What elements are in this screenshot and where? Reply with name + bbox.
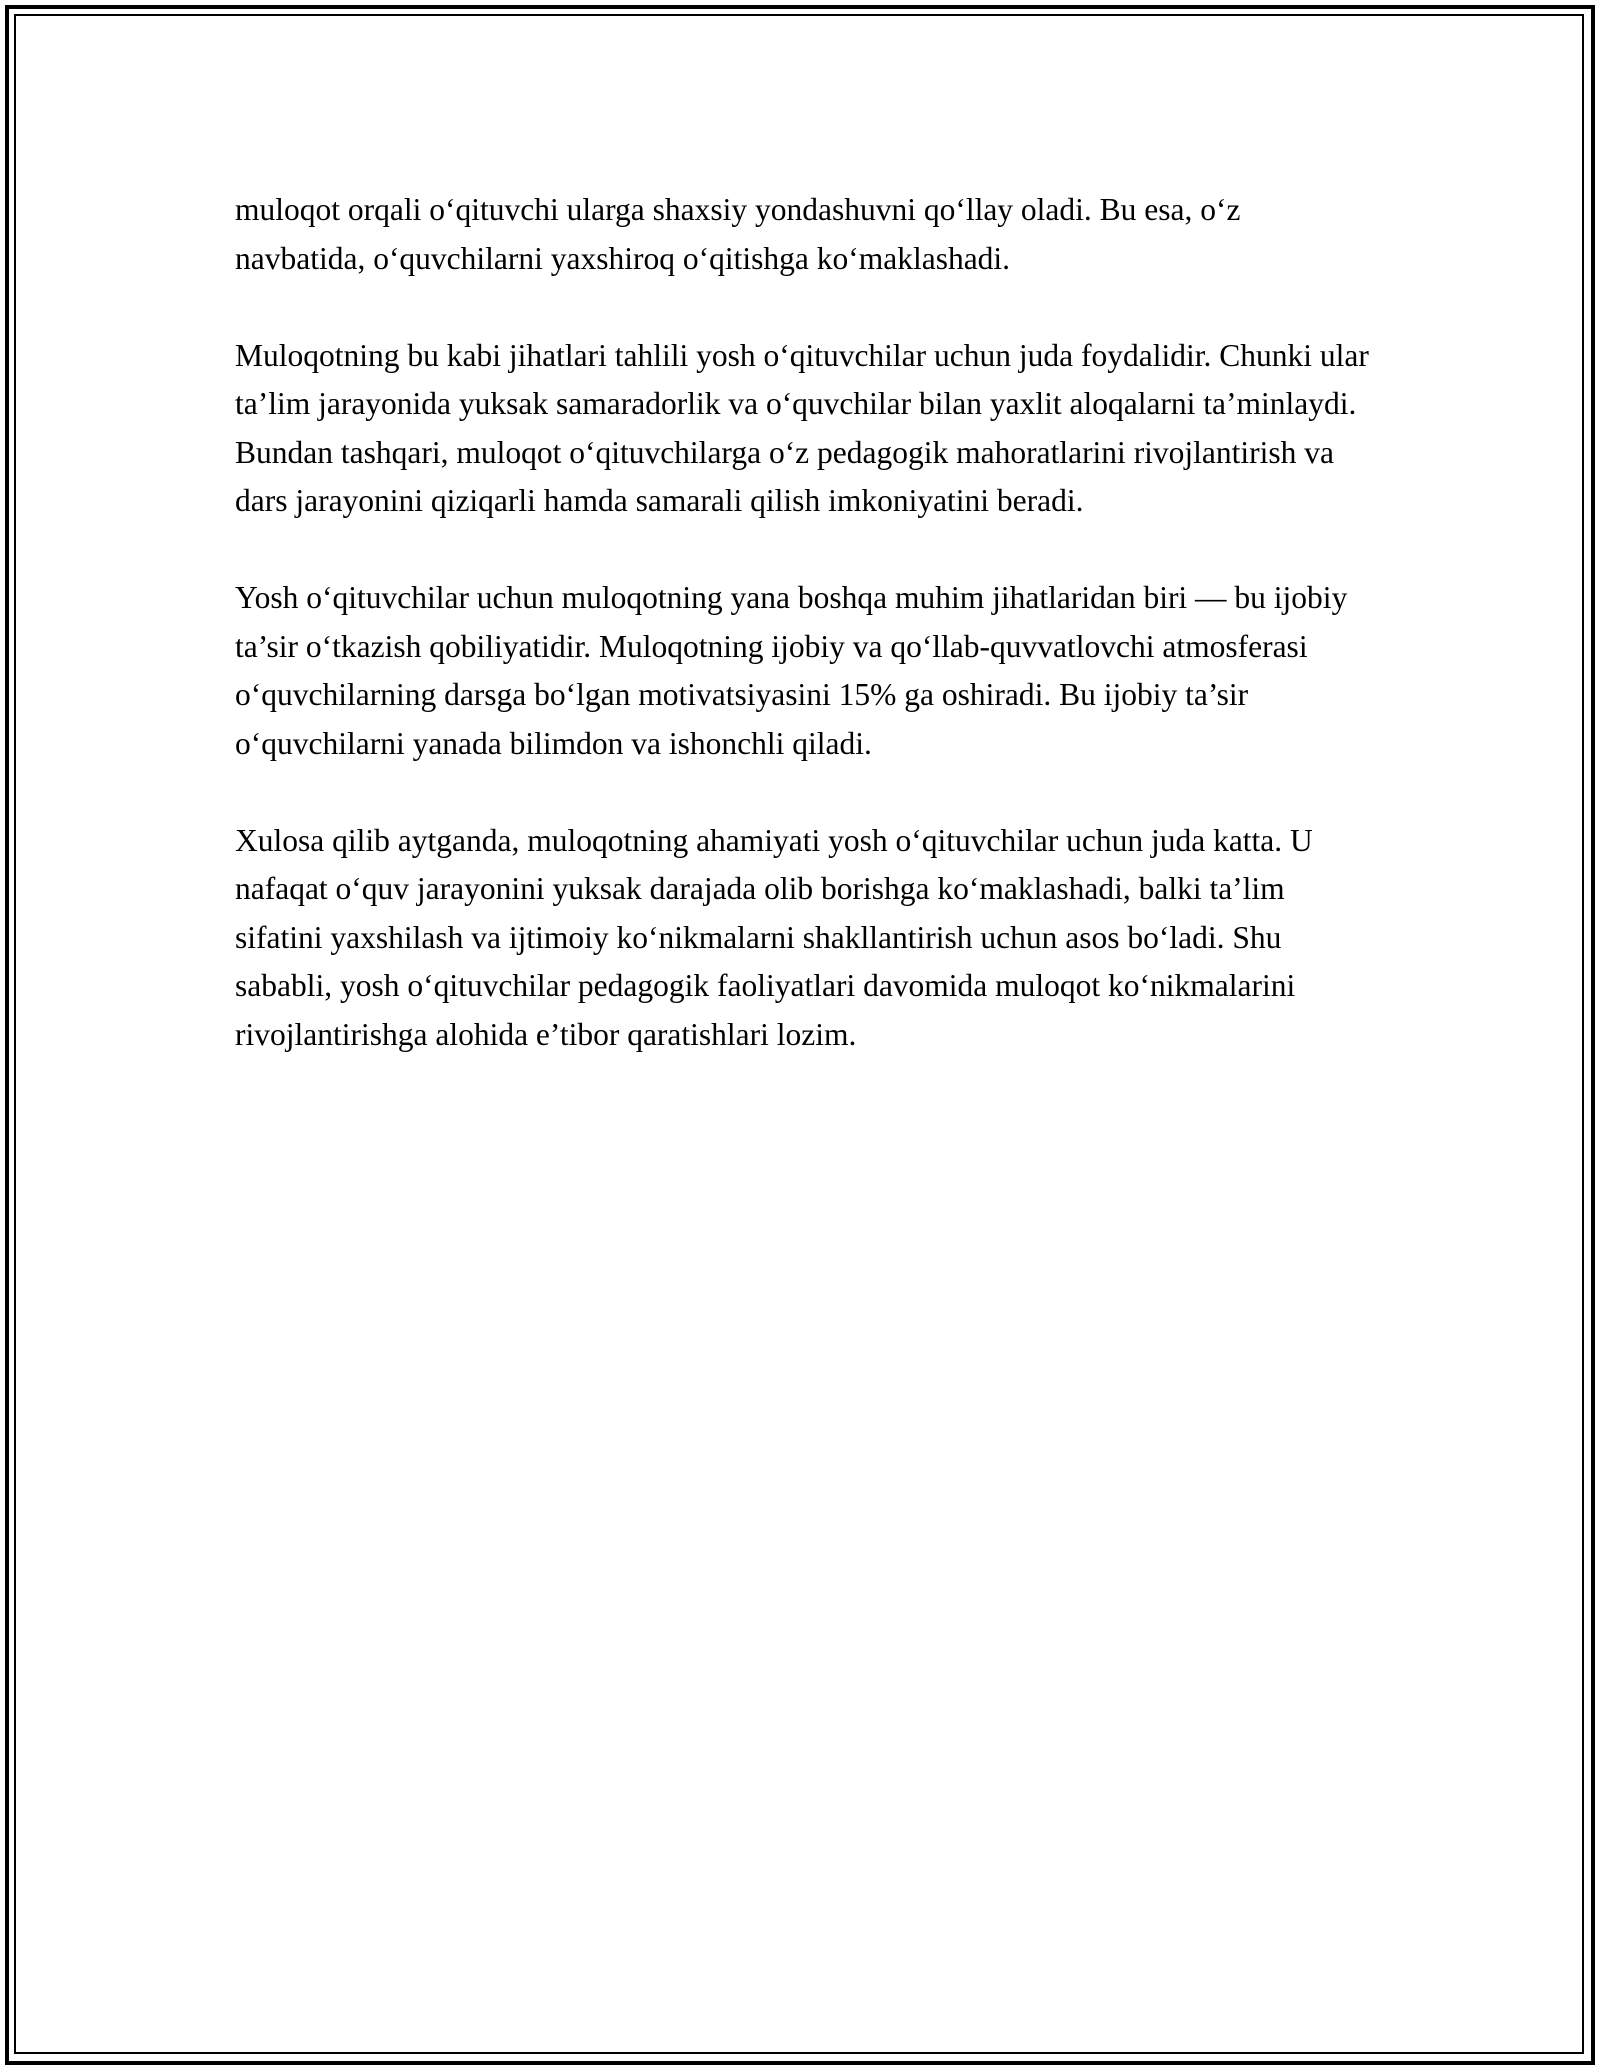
paragraph-2: Muloqotning bu kabi jihatlari tahlili yosh o‘qituvchilar uchun juda foydalidir. Chunki ular ta’lim jarayonida yuksak samaradorlik va o‘quvchilar bilan yaxlit aloqalarni ta’minlaydi. Bundan tashqari, muloqot o‘qituvchilarga o‘z pedagogik mahoratlarini rivojlantirish va dars jarayonini qiziqarli hamda samarali qilish imkoniyatini beradi. (235, 337, 1369, 518)
paragraph-3: Yosh o‘qituvchilar uchun muloqotning yana boshqa muhim jihatlaridan biri — bu ijobiy ta’sir o‘tkazish qobiliyatidir. Muloqotning ijobiy va qo‘llab-quvvatlovchi atmosferasi o‘quvchilarning darsga bo‘lgan motivatsiyasini 15% ga oshiradi. Bu ijobiy ta’sir o‘quvchilarni yanada bilimdon va ishonchli qiladi. (235, 580, 1348, 761)
paragraph-1: muloqot orqali o‘qituvchi ularga shaxsiy yondashuvni qo‘llay oladi. Bu esa, o‘z navbatida, o‘quvchilarni yaxshiroq o‘qitishga ko‘maklashadi. (235, 192, 1241, 276)
paragraph-4: Xulosa qilib aytganda, muloqotning ahamiyati yosh o‘qituvchilar uchun juda katta. U nafaqat o‘quv jarayonini yuksak darajada olib borishga ko‘maklashadi, balki ta’lim sifatini yaxshilash va ijtimoiy ko‘nikmalarni shakllantirish uchun asos bo‘ladi. Shu sababli, yosh o‘qituvchilar pedagogik faoliyatlari davomida muloqot ko‘nikmalarini rivojlantirishga alohida e’tibor qaratishlari lozim. (235, 822, 1313, 1052)
document-body (235, 186, 1370, 1059)
